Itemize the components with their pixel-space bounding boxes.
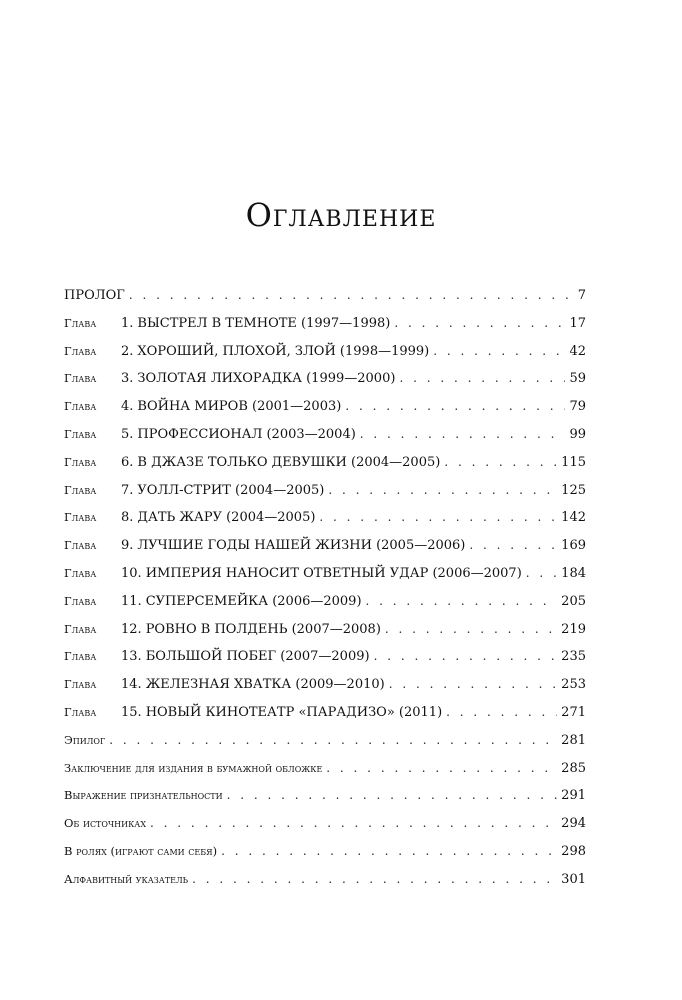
entry-page: 59 (569, 371, 586, 387)
entry-page: 205 (561, 593, 586, 609)
entry-title: ВЫСТРЕЛ В ТЕМНОТЕ (1997—1998) (137, 315, 391, 331)
chapter-number: 9. (121, 538, 134, 554)
entry-page: 142 (561, 510, 586, 526)
dot-leader (326, 761, 557, 775)
entry-title: ИМПЕРИЯ НАНОСИТ ОТВЕТНЫЙ УДАР (2006—2007) (145, 565, 522, 581)
chapter-prefix: Глава (64, 510, 97, 525)
entry-title: Заключение для издания в бумажной обложке (64, 760, 323, 775)
page-title: Оглавление (245, 196, 437, 234)
chapter-prefix: Глава (64, 593, 97, 608)
chapter-prefix: Глава (64, 426, 97, 441)
entry-page: 42 (569, 343, 586, 359)
dot-leader (328, 483, 557, 497)
toc-entry-acknowledgments[interactable] (64, 788, 586, 816)
chapter-number: 14. (121, 677, 142, 693)
chapter-number: 10. (121, 565, 142, 581)
chapter-prefix: Глава (64, 315, 97, 330)
entry-title: ХОРОШИЙ, ПЛОХОЙ, ЗЛОЙ (1998—1999) (137, 343, 430, 359)
entry-title: ЛУЧШИЕ ГОДЫ НАШЕЙ ЖИЗНИ (2005—2006) (137, 538, 466, 554)
entry-title: В ДЖАЗЕ ТОЛЬКО ДЕВУШКИ (2004—2005) (137, 454, 441, 470)
toc-entry-chapter-11[interactable] (64, 594, 586, 622)
dot-leader (345, 399, 565, 413)
dot-leader (227, 788, 558, 802)
chapter-number: 5. (121, 426, 134, 442)
toc-entry-chapter-9[interactable] (64, 538, 586, 566)
entry-page: 125 (561, 482, 586, 498)
dot-leader (526, 566, 557, 580)
entry-title: Об источниках (64, 816, 147, 831)
entry-page: 219 (561, 621, 586, 637)
toc-entry-cast[interactable] (64, 844, 586, 872)
entry-title: УОЛЛ-СТРИТ (2004—2005) (137, 482, 325, 498)
entry-title: ДАТЬ ЖАРУ (2004—2005) (137, 510, 316, 526)
chapter-number: 12. (121, 621, 142, 637)
entry-title: В ролях (играют сами себя) (64, 843, 218, 858)
toc-entry-chapter-15[interactable] (64, 705, 586, 733)
chapter-prefix: Глава (64, 677, 97, 692)
entry-title: БОЛЬШОЙ ПОБЕГ (2007—2009) (145, 649, 370, 665)
dot-leader (129, 288, 574, 302)
toc-entry-index[interactable] (64, 872, 586, 900)
entry-page: 294 (561, 816, 586, 832)
chapter-number: 15. (121, 704, 142, 720)
entry-page: 7 (577, 288, 586, 303)
entry-title: ПРОФЕССИОНАЛ (2003—2004) (137, 426, 356, 442)
dot-leader (385, 622, 557, 636)
chapter-prefix: Глава (64, 704, 97, 719)
chapter-prefix: Глава (64, 454, 97, 469)
dot-leader (109, 733, 557, 747)
chapter-prefix: Глава (64, 649, 97, 664)
dot-leader (374, 649, 558, 663)
chapter-number: 11. (121, 593, 142, 609)
toc-entry-chapter-13[interactable] (64, 649, 586, 677)
entry-title: ПРОЛОГ (64, 288, 125, 303)
chapter-prefix: Глава (64, 565, 97, 580)
chapter-prefix: Глава (64, 371, 97, 386)
toc-entry-chapter-7[interactable] (64, 483, 586, 511)
entry-title: Выражение признательности (64, 788, 223, 803)
entry-page: 17 (569, 315, 586, 331)
entry-page: 271 (561, 704, 586, 720)
chapter-number: 3. (121, 371, 134, 387)
entry-page: 184 (561, 565, 586, 581)
entry-title: РОВНО В ПОЛДЕНЬ (2007—2008) (145, 621, 381, 637)
toc-entry-chapter-4[interactable] (64, 399, 586, 427)
entry-page: 298 (561, 843, 586, 859)
toc-entry-chapter-6[interactable] (64, 455, 586, 483)
toc-entry-chapter-12[interactable] (64, 622, 586, 650)
entry-page: 291 (561, 788, 586, 804)
chapter-prefix: Глава (64, 343, 97, 358)
toc-entry-chapter-5[interactable] (64, 427, 586, 455)
dot-leader (433, 344, 565, 358)
toc-entry-chapter-1[interactable] (64, 316, 586, 344)
chapter-number: 6. (121, 454, 134, 470)
dot-leader (469, 538, 557, 552)
chapter-number: 8. (121, 510, 134, 526)
entry-title: Эпилог (64, 732, 106, 747)
toc-entry-chapter-8[interactable] (64, 510, 586, 538)
chapter-number: 1. (121, 315, 134, 331)
dot-leader (444, 455, 557, 469)
entry-page: 79 (569, 399, 586, 415)
toc-entry-chapter-3[interactable] (64, 371, 586, 399)
toc-entry-chapter-2[interactable] (64, 344, 586, 372)
toc-entry-sources[interactable] (64, 816, 586, 844)
toc-entry-prologue[interactable] (64, 288, 586, 316)
chapter-prefix: Глава (64, 482, 97, 497)
entry-page: 235 (561, 649, 586, 665)
toc-entry-chapter-14[interactable] (64, 677, 586, 705)
entry-page: 285 (561, 760, 586, 776)
entry-page: 301 (561, 871, 586, 887)
chapter-prefix: Глава (64, 399, 97, 414)
entry-title: СУПЕРСЕМЕЙКА (2006—2009) (145, 593, 362, 609)
toc-entry-chapter-10[interactable] (64, 566, 586, 594)
entry-page: 169 (561, 538, 586, 554)
entry-title: Алфавитный указатель (64, 871, 189, 886)
chapter-number: 4. (121, 399, 134, 415)
dot-leader (366, 594, 558, 608)
entry-page: 99 (569, 426, 586, 442)
chapter-number: 13. (121, 649, 142, 665)
toc-entry-paperback-afterword[interactable] (64, 761, 586, 789)
dot-leader (446, 705, 557, 719)
table-of-contents (64, 288, 586, 900)
dot-leader (192, 872, 557, 886)
dot-leader (360, 427, 566, 441)
dot-leader (394, 316, 565, 330)
entry-page: 281 (561, 732, 586, 748)
dot-leader (399, 371, 565, 385)
entry-title: НОВЫЙ КИНОТЕАТР «ПАРАДИЗО» (2011) (145, 704, 443, 720)
dot-leader (319, 510, 557, 524)
entry-page: 115 (561, 454, 586, 470)
chapter-number: 2. (121, 343, 134, 359)
dot-leader (389, 677, 557, 691)
entry-page: 253 (561, 677, 586, 693)
entry-title: ВОЙНА МИРОВ (2001—2003) (137, 399, 342, 415)
entry-title: ЖЕЛЕЗНАЯ ХВАТКА (2009—2010) (145, 677, 385, 693)
chapter-number: 7. (121, 482, 134, 498)
chapter-prefix: Глава (64, 621, 97, 636)
toc-entry-epilogue[interactable] (64, 733, 586, 761)
chapter-prefix: Глава (64, 538, 97, 553)
entry-title: ЗОЛОТАЯ ЛИХОРАДКА (1999—2000) (137, 371, 396, 387)
dot-leader (150, 816, 557, 830)
dot-leader (221, 844, 557, 858)
